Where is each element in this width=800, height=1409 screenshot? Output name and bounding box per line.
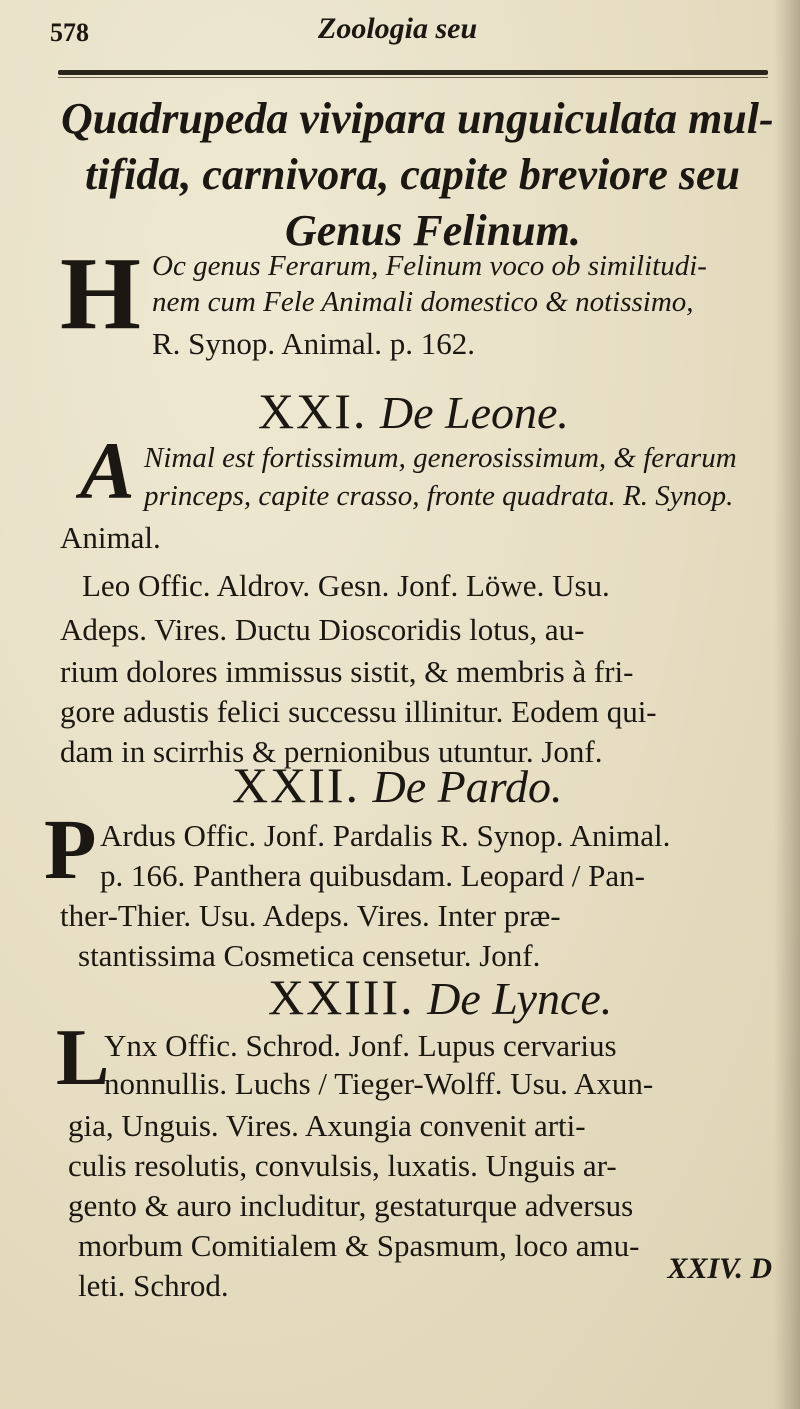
text-line: princeps, capite crasso, fronte quadrata. R. Synop. [144, 480, 734, 512]
text-line: Adeps. Vires. Ductu Dioscoridis lotus, au- [60, 612, 585, 647]
section-heading-xxiii [268, 968, 612, 1026]
dropcap-h: H [60, 236, 141, 351]
dropcap-a: A [80, 425, 135, 516]
catchword: XXIV. D [667, 1252, 772, 1285]
dropcap-p: P [44, 801, 97, 897]
section-title: De Pardo. [372, 761, 563, 812]
text-line: Nimal est fortissimum, generosissimum, & ferarum [144, 442, 737, 474]
text-line: Leo Offic. Aldrov. Gesn. Jonf. Löwe. Usu. [82, 568, 610, 603]
text-line: gia, Unguis. Vires. Axungia convenit arti- [68, 1108, 586, 1143]
page-number: 578 [50, 18, 89, 47]
section-title: De Leone. [379, 387, 569, 438]
intro-line-2: nem cum Fele Animali domestico & notissimo, [152, 286, 694, 318]
intro-line-1: Oc genus Ferarum, Felinum voco ob similitudi- [152, 250, 707, 282]
text-line: morbum Comitialem & Spasmum, loco amu- [78, 1228, 640, 1263]
text-line: p. 166. Panthera quibusdam. Leopard / Pan- [100, 858, 645, 893]
section-number: XXIII. [268, 969, 415, 1025]
text-line: stantissima Cosmetica censetur. Jonf. [78, 938, 541, 973]
header-rule-thin [58, 77, 768, 78]
text-line: Animal. [60, 520, 161, 555]
text-line: nonnullis. Luchs / Tieger-Wolff. Usu. Axun- [104, 1066, 654, 1101]
heading-line-2: tifida, carnivora, capite breviore seu [85, 150, 741, 199]
header-rule [58, 70, 768, 75]
running-head [0, 8, 800, 48]
text-line: Ynx Offic. Schrod. Jonf. Lupus cervarius [104, 1028, 617, 1063]
text-line: rium dolores immissus sistit, & membris à fri- [60, 654, 634, 689]
text-line: gore adustis felici successu illinitur. Eodem qui- [60, 694, 657, 729]
heading-line-3: Genus Felinum. [285, 206, 581, 255]
text-line: leti. Schrod. [78, 1268, 229, 1303]
text-line: ther-Thier. Usu. Adeps. Vires. Inter præ- [60, 898, 561, 933]
running-title: Zoologia seu [318, 12, 478, 45]
section-heading-xxii [232, 756, 562, 814]
text-line: Ardus Offic. Jonf. Pardalis R. Synop. Animal. [100, 818, 671, 853]
text-line: gento & auro includitur, gestaturque adversus [68, 1188, 634, 1223]
text-line: dam in scirrhis & pernionibus utuntur. Jonf. [60, 734, 603, 769]
page-edge-shadow [774, 0, 800, 1409]
section-number: XXI. [258, 383, 368, 439]
text-line: culis resolutis, convulsis, luxatis. Unguis ar- [68, 1148, 617, 1183]
heading-line-1: Quadrupeda vivipara unguiculata mul- [61, 94, 774, 143]
dropcap-l: L [56, 1014, 110, 1102]
section-title: De Lynce. [427, 973, 613, 1024]
intro-line-3: R. Synop. Animal. p. 162. [152, 326, 475, 361]
section-number: XXII. [232, 757, 361, 813]
section-heading-xxi [258, 382, 569, 440]
